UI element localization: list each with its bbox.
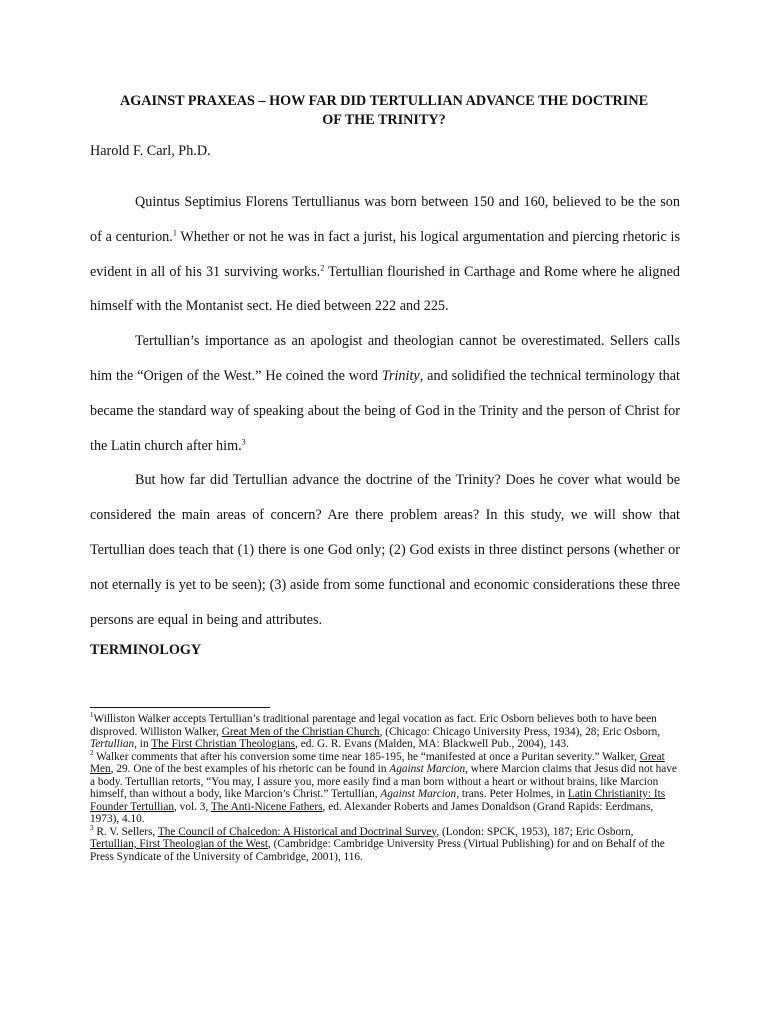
footnote-2 xyxy=(90,748,680,826)
paragraph-2 xyxy=(90,324,680,463)
footnotes xyxy=(90,713,680,863)
fn2-text-e: , vol. 3, xyxy=(174,800,211,813)
fn2-book-title-3: The Anti-Nicene Fathers xyxy=(210,800,323,813)
fn2-text-c: , where Marcion claims that Jesus did not have a body. Tertullian retorts, “You may, I assure you, more easily find a man born without a heart or without brains, like Marcion himself, than without a body, like Marcion’s Christ.” Tertullian, xyxy=(90,763,677,800)
fn3-text-a: R. V. Sellers, xyxy=(93,825,158,838)
author-name: Harold F. Carl, Ph.D. xyxy=(90,143,211,159)
p2-italic-trinity: Trinity xyxy=(381,367,420,384)
fn3-book-title-1: The Council of Chalcedon: A Historical and Doctrinal Survey xyxy=(157,825,437,838)
footnote-ref-2: 2 xyxy=(320,262,325,272)
paper-title xyxy=(90,92,678,130)
footnote-1-number: 1 xyxy=(90,711,94,720)
footnote-1 xyxy=(90,713,680,751)
p1-text-a: Quintus Septimius Florens Tertullianus was born between 150 and 160, believed to be the son of a centurion. xyxy=(90,194,680,245)
fn2-italic-1: Against Marcion xyxy=(389,763,466,775)
fn1-text-c: in xyxy=(136,738,152,750)
fn2-text-f: , ed. Alexander Roberts and James Donaldson (Grand Rapids: Eerdmans, 1973), 4.10. xyxy=(90,800,654,825)
footnote-2-number: 2 xyxy=(90,748,94,757)
footnote-ref-1: 1 xyxy=(172,228,177,238)
p2-text-b: , and solidified the technical terminology that became the standard way of speaking about the being of God in the Trinity and the person of Christ for the Latin church after him. xyxy=(90,367,680,454)
paragraph-3: But how far did Tertullian advance the doctrine of the Trinity? Does he cover what would be considered the main areas of concern? Are there problem areas? In this study, we will show that Tertullian does teach that (1) there is one God only; (2) God exists in three distinct persons (whether or not eternally is yet to be seen); (3) aside from some functional and economic considerations these three persons are equal in being and attributes. xyxy=(90,472,680,628)
fn1-italic-1: Tertullian, xyxy=(90,738,137,750)
fn2-text-a: Walker comments that after his conversion some time near 185-195, he “manifested at once a Puritan severity.” Walker, xyxy=(93,750,640,763)
footnote-3 xyxy=(90,823,680,864)
fn3-text-c: , (Cambridge: Cambridge University Press (Virtual Publishing) for and on Behalf of the Press Syndicate of the University of Cambridge, 2001), 116. xyxy=(90,838,665,863)
fn1-book-title-1: Great Men of the Christian Church xyxy=(221,725,380,738)
title-line-2: OF THE TRINITY? xyxy=(322,112,446,128)
p2-text-a: Tertullian’s importance as an apologist and theologian cannot be overestimated. Sellers calls him the “Origen of the West.” He coined the word xyxy=(90,333,680,384)
fn2-text-d: , trans. Peter Holmes, in xyxy=(456,788,568,800)
body-text xyxy=(90,185,680,637)
fn1-book-title-2: The First Christian Theologians xyxy=(151,738,296,750)
section-heading: TERMINOLOGY xyxy=(90,642,202,658)
fn2-book-title-1: Great Men xyxy=(90,750,665,775)
fn1-text-b: , (Chicago: Chicago University Press, 1934), 28; Eric Osborn, xyxy=(379,725,661,738)
fn2-text-b: , 29. One of the best examples of his rhetoric can be found in xyxy=(110,763,390,775)
fn1-text-a: Williston Walker accepts Tertullian’s traditional parentage and legal vocation as fact. Eric Osborn believes both to have been disproved. Williston Walker, xyxy=(90,713,657,738)
footnote-separator xyxy=(90,707,270,708)
p1-text-c: Tertullian flourished in Carthage and Rome where he aligned himself with the Montanist sect. He died between 222 and 225. xyxy=(90,263,680,315)
paragraph-1 xyxy=(90,185,680,324)
footnote-3-number: 3 xyxy=(90,823,94,832)
title-line-1: AGAINST PRAXEAS – HOW FAR DID TERTULLIAN ADVANCE THE DOCTRINE xyxy=(119,93,649,109)
p1-text-b: Whether or not he was in fact a jurist, his logical argumentation and piercing rhetoric is evident in all of his 31 surviving works. xyxy=(90,228,680,280)
fn3-book-title-2: Tertullian, First Theologian of the West xyxy=(90,838,268,850)
footnote-ref-3: 3 xyxy=(241,436,246,446)
fn3-text-b: , (London: SPCK, 1953), 187; Eric Osborn, xyxy=(436,825,634,838)
fn1-text-d: , ed. G. R. Evans (Malden, MA: Blackwell Pub., 2004), 143. xyxy=(295,738,569,750)
fn2-italic-2: Against Marcion xyxy=(380,788,457,800)
fn2-book-title-2: Latin Christianity: Its Founder Tertullian xyxy=(90,788,666,813)
